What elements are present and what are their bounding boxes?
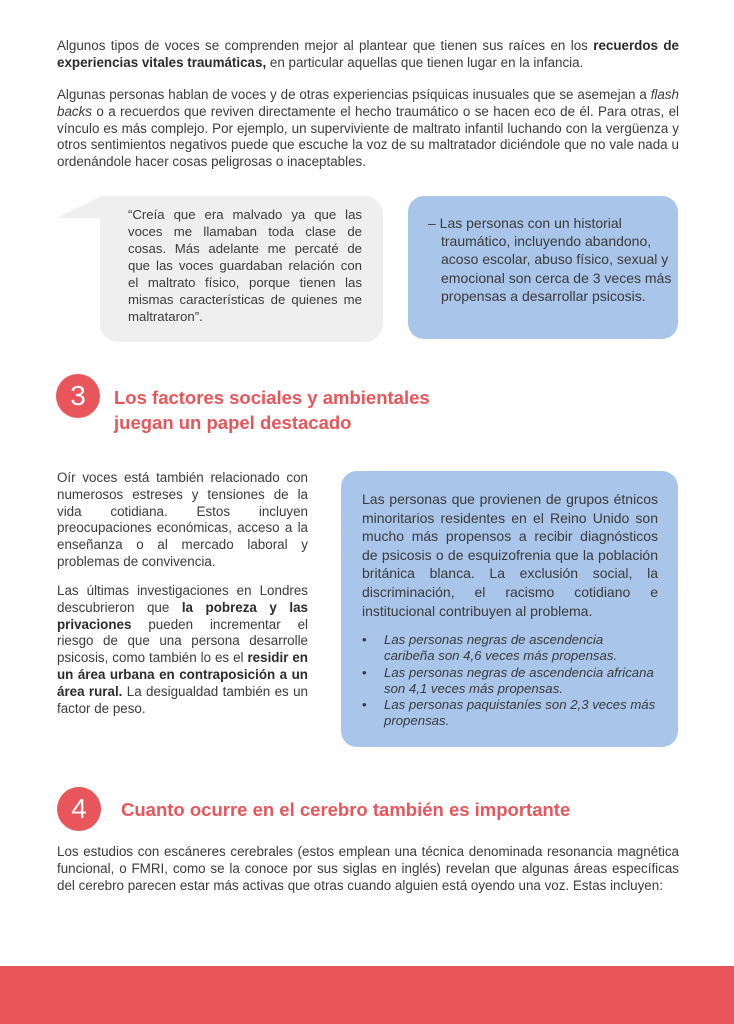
footer-band: [0, 966, 734, 1024]
ethnic-groups-text: Las personas que provienen de grupos étnicos minoritarios residentes en el Reino Unido son mucho más propensos a recibir diagnósticos de psicosis o de esquizofrenia que la población británica blanca. La exclusión social, la discriminación, el racismo cotidiano e institucional contribuyen al problema.: [362, 491, 658, 619]
section-3-p2-text-2: pueden incrementar el riesgo de que una persona desarrolle psicosis, como también lo es el: [57, 616, 308, 666]
quote-text: “Creía que era malvado ya que las voces me llamaban toda clase de cosas. Más adelante me percaté de que las voces guardaban relación con el maltrato físico, porque tienen las mismas características de quienes me maltrataron”.: [128, 207, 362, 324]
list-item: • Las personas negras de ascendencia caribeña son 4,6 veces más propensas.: [341, 632, 657, 665]
list-item: • Las personas paquistaníes son 2,3 veces más propensas.: [341, 697, 657, 730]
section-4-paragraph-1: Los estudios con escáneres cerebrales (estos emplean una técnica denominada resonancia magnética funcional, o FMRI, como se la conoce por sus siglas en inglés) revelan que algunas áreas específicas del cerebro parecen estar más activas que otras cuando alguien está oyendo una voz. Estas incluyen:: [57, 844, 679, 893]
section-3-title-line-1: Los factores sociales y ambientales: [114, 387, 430, 408]
intro-p2-italic: flash backs: [57, 87, 679, 119]
intro-paragraph-1: [57, 38, 679, 72]
intro-p1-text-1: Algunos tipos de voces se comprenden mejor al plantear que tienen sus raíces en los: [57, 38, 594, 53]
section-number-3: 3: [56, 374, 100, 418]
section-3-paragraph-1: Oír voces está también relacionado con numerosos estreses y tensiones de la vida cotidiana. Estos incluyen preocupaciones económicas, acceso a la enseñanza o al mercado laboral y problemas de convivencia.: [57, 470, 308, 569]
section-3-p2-bold-1: la pobreza y las privaciones: [57, 599, 308, 632]
ethnic-groups-list: [341, 632, 657, 730]
section-3-p2-bold-2: residir en un área urbana en contraposición a un área rural.: [57, 650, 308, 699]
section-number-4: 4: [57, 787, 101, 831]
bullet-list: [341, 632, 657, 730]
section-3-paragraph-2: [57, 583, 308, 717]
intro-p2-text-1: Algunas personas hablan de voces y de otras experiencias psíquicas inusuales que se asemejan a: [57, 87, 651, 102]
intro-p1-bold: recuerdos de experiencias vitales traumáticas,: [57, 38, 679, 70]
quote-bubble-tail: [56, 196, 102, 218]
section-4-title: Cuanto ocurre en el cerebro también es importante: [121, 799, 571, 820]
section-3-p2-text-3: La desigualdad también es un factor de peso.: [57, 683, 308, 716]
fact-box-trauma-text: – Las personas con un historial traumático, incluyendo abandono, acoso escolar, abuso físico, sexual y emocional son cerca de 3 veces más propensas a desarrollar psicosis.: [428, 215, 672, 304]
section-3-title: [114, 385, 534, 435]
section-3-title-line-2: juegan un papel destacado: [114, 412, 352, 433]
list-item: • Las personas negras de ascendencia africana son 4,1 veces más propensas.: [341, 665, 657, 698]
intro-paragraph-2: [57, 87, 679, 171]
intro-p2-text-2: o a recuerdos que reviven directamente el hecho traumático o se hacen eco de él. Para otras, el vínculo es más complejo. Por ejemplo, un superviviente de maltrato infantil luchando con la vergüenza y otros sentimientos negativos puede que escuche la voz de su maltratador diciéndole que no vale nada u ordenándole hacer cosas peligrosas o inaceptables.: [57, 103, 679, 170]
section-3-p2-text-1: Las últimas investigaciones en Londres descubrieron que: [57, 583, 308, 615]
intro-p1-text-2: en particular aquellas que tienen lugar en la infancia.: [266, 54, 584, 70]
